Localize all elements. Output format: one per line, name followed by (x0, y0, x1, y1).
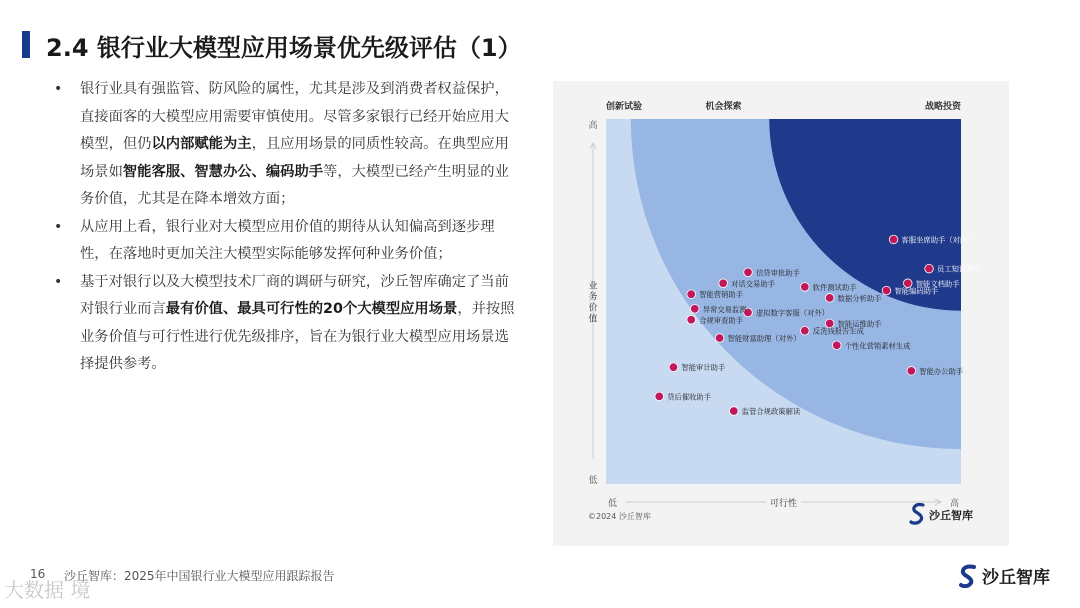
data-point (719, 279, 728, 288)
data-point-label: 信贷审批助手 (756, 268, 800, 278)
y-axis-high: 高 (588, 121, 598, 131)
x-axis-low: 低 (608, 499, 618, 509)
bullet-item (52, 214, 518, 269)
data-point (744, 268, 753, 277)
data-point (687, 290, 696, 299)
bullet-item (52, 76, 518, 214)
data-point-label: 客服坐席助手（对内） (901, 235, 975, 245)
page-number: 16 (30, 567, 46, 581)
data-point-label: 智能营销助手 (699, 290, 743, 300)
data-point-label: 对话交易助手 (731, 279, 775, 289)
bullet-list (52, 76, 518, 379)
data-point-label: 智能审计助手 (681, 363, 726, 373)
y-axis-label-char: 值 (588, 314, 598, 325)
bullet-item (52, 269, 518, 379)
chart-brand-logo-icon (911, 505, 923, 524)
bullet-text: 银行业具有强监管、防风险的属性，尤其是涉及到消费者权益保护，直接面客的大模型应用需要审慎使用。尽管多家银行已经开始应用大模型，但仍 (80, 81, 509, 152)
data-point (882, 286, 891, 295)
bullet-text: 从应用上看，银行业对大模型应用价值的期待从认知偏高到逐步理性，在落地时更加关注大模型实际能够发挥何种业务价值； (80, 218, 495, 262)
data-point-label: 软件测试助手 (812, 282, 857, 292)
priority-matrix-chart (553, 81, 1009, 546)
zone-label-opportunity: 机会探索 (705, 102, 742, 112)
data-point (832, 341, 841, 350)
data-point-label: 虚拟数字客服（对外） (756, 308, 829, 318)
data-point (801, 326, 810, 335)
footer-source: 沙丘智库：2025年中国银行业大模型应用跟踪报告 (64, 569, 335, 583)
title-accent-bar (22, 31, 30, 58)
y-axis-label-char: 务 (588, 292, 598, 303)
data-point (690, 305, 699, 314)
data-point (669, 363, 678, 372)
chart-copyright: ©2024 沙丘智库 (588, 512, 651, 521)
data-point-label: 智能编码助手 (894, 286, 939, 296)
bullet-dot: • (54, 218, 63, 235)
x-axis-label: 可行性 (769, 499, 798, 509)
zone-label-innovation: 创新试验 (606, 102, 643, 112)
data-point (730, 407, 739, 416)
data-point-label: 监管合规政策解读 (741, 407, 801, 416)
bullet-emphasis: 智能客服、智慧办公、编码助手 (122, 163, 324, 180)
data-point-label: 反洗钱报告生成 (812, 326, 864, 336)
bullet-dot: • (54, 81, 63, 97)
brand-name: 沙丘智库 (982, 568, 1050, 588)
data-point (925, 264, 934, 273)
data-point (907, 367, 916, 376)
bullet-text: ，并按照业务价值与可行性进行优先级排序，旨在为银行业大模型应用场景选择提供参考。 (80, 301, 515, 372)
bullet-text: 等，大模型已经产生明显的业务价值，尤其是在降本增效方面； (80, 163, 509, 207)
zone-label-strategic: 战略投资 (924, 102, 961, 112)
y-axis-label-char: 业 (588, 281, 598, 292)
chart-brand-name: 沙丘智库 (929, 509, 973, 522)
bullet-text: 基于对银行以及大模型技术厂商的调研与研究，沙丘智库确定了当前对银行业而言 (80, 273, 509, 317)
data-point-label: 员工知识助手 (937, 264, 981, 274)
data-point (889, 235, 898, 244)
y-axis-label-char: 价 (588, 303, 598, 314)
bullet-emphasis: 以内部赋能为主 (151, 136, 252, 152)
data-point-label: 贷后催收助手 (667, 392, 712, 402)
data-point-label: 智能财富助理（对外） (727, 334, 801, 343)
data-point-label: 合规审查助手 (699, 315, 743, 325)
footer-brand (958, 563, 1050, 588)
data-point-label: 异常交易监测 (702, 304, 747, 314)
data-point-label: 智能文档助手 (915, 279, 960, 289)
chart-card (553, 81, 1009, 546)
y-axis-low: 低 (588, 476, 598, 486)
data-point-label: 智能运维助手 (837, 319, 882, 329)
data-point (825, 294, 834, 303)
bullet-text: ，且应用场景的同质性较高。在典型应用场景如 (80, 136, 509, 180)
data-point (715, 334, 724, 343)
brand-logo-icon (958, 564, 978, 588)
data-point (801, 283, 810, 292)
data-point-label: 数据分析助手 (837, 293, 882, 303)
data-point (655, 392, 664, 401)
page-title: 2.4 银行业大模型应用场景优先级评估（1） (46, 34, 522, 62)
bullet-dot: • (54, 273, 63, 290)
bullet-emphasis: 最有价值、最具可行性的20个大模型应用场景 (165, 301, 458, 317)
data-point (687, 315, 696, 324)
data-point-label: 个性化营销素材生成 (844, 341, 911, 351)
data-point-label: 智能办公助手 (919, 366, 964, 376)
x-axis-high: 高 (949, 499, 959, 509)
footer-watermark: 大数据 境 (4, 578, 91, 602)
